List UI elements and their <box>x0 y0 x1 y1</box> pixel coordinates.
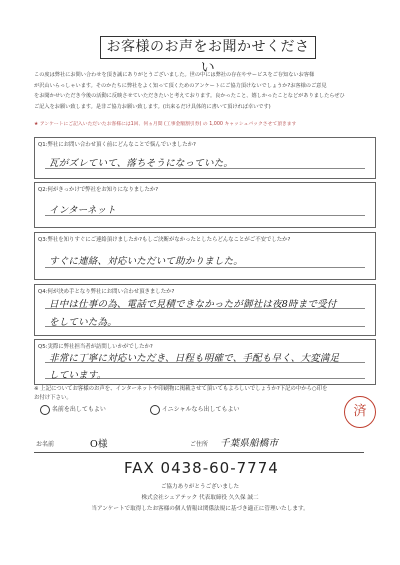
intro-line: ご記入をお願い致します。是非ご協力お願い致します。(出来るだけ具体的に書いて頂ければ幸いです) <box>34 103 271 110</box>
question-2-label: Q2:何がきっかけで弊社をお知りになりましたか? <box>38 187 159 193</box>
question-1-label: Q1:弊社にお問い合わせ頂く前にどんなことで悩んでいましたか? <box>38 142 196 148</box>
question-1-box <box>34 137 376 179</box>
privacy-notice: 当アンケートで取得したお客様の個人情報は関係法規に基づき適正に管理いたします。 <box>91 506 309 512</box>
cashback-notice: ★ アンケートにご記入いただいたお客様には1回、何ヵ月間 (工事金額割引券) の 1,000 キャッシュバックさせて頂きます <box>34 122 297 127</box>
survey-title: お客様のお声をお聞かせください <box>100 36 316 59</box>
intro-line: をお聞かせいただき今後の活動に反映させていただきたいと考えております。良かったこと、嬉しかったことなどがありましたらぜひ <box>34 93 345 100</box>
intro-line: が沢山いらっしゃいます。そのかたちに弊社をよく知って頂くためのアンケートにご協力頂けないでしょうか?お客様のご意見 <box>34 82 327 89</box>
customer-info-row <box>34 434 364 453</box>
question-5-box <box>34 339 376 385</box>
address-label: ご住所 <box>190 441 209 448</box>
radio-circle-icon[interactable] <box>150 405 160 415</box>
question-4-box <box>34 284 376 336</box>
name-label: お名前 <box>36 441 55 448</box>
question-5-answer-line-1[interactable]: 非常に丁寧に対応いただき、日程も明確で、手配も早く、大変満足 <box>49 353 340 364</box>
address-value[interactable]: 千葉県船橋市 <box>220 438 279 449</box>
approval-stamp-icon: 済 <box>344 396 376 428</box>
radio-circle-icon[interactable] <box>40 405 50 415</box>
question-1-answer[interactable]: 瓦がズレていて、落ちそうになっていた。 <box>49 158 234 169</box>
question-3-box <box>34 232 376 280</box>
thanks-text: ご協力ありがとうございました <box>160 484 240 490</box>
intro-line: この度は弊社にお問い合わせを頂き誠にありがとうございました。世の中には弊社の存在やサービスをご存知ないお客様 <box>34 72 315 78</box>
option-initial-ok-label: イニシャルなら出してもよい <box>161 406 240 413</box>
name-value[interactable]: O様 <box>90 439 108 450</box>
publication-permission <box>34 385 354 402</box>
question-5-answer-line-2[interactable]: しています。 <box>49 370 107 381</box>
option-initial-ok[interactable] <box>150 404 240 415</box>
question-2-box <box>34 182 376 228</box>
question-5-label: Q5:実際に弊社担当者が訪問しいかがでしたか? <box>38 344 153 350</box>
permission-line: ※ 上記についてお客様のお声を、インターネットや印刷物に掲載させて頂いてもよろしいでしょうか?下記の中から○印を <box>34 386 328 392</box>
question-4-label: Q4:何が決め手となり弊社にお問い合わせ頂きましたか? <box>38 289 175 295</box>
question-3-label: Q3:弊社を知りすぐにご連絡頂けましたか?もしご決断がなかったとしたらどんなことがご不安でしたか? <box>38 237 291 243</box>
question-4-answer-line-1[interactable]: 日中は仕事の為、電話で見積できなかったが御社は夜8時まで受付 <box>49 299 337 310</box>
fax-number: FAX 0438-60-7774 <box>124 459 279 477</box>
permission-line: お付け下さい。 <box>34 394 72 401</box>
option-name-ok[interactable] <box>40 404 106 415</box>
intro-text <box>34 70 384 112</box>
company-name: 株式会社シェアテック 代表取締役 久久保 誠二 <box>141 495 259 501</box>
option-name-ok-label: 名前を出してもよい <box>51 406 106 413</box>
question-4-answer-line-2[interactable]: をしていた為。 <box>49 317 117 328</box>
question-2-answer[interactable]: インターネット <box>49 205 117 216</box>
question-3-answer[interactable]: すぐに連絡、対応いただいて助かりました。 <box>49 256 244 267</box>
answer-line <box>45 267 365 268</box>
